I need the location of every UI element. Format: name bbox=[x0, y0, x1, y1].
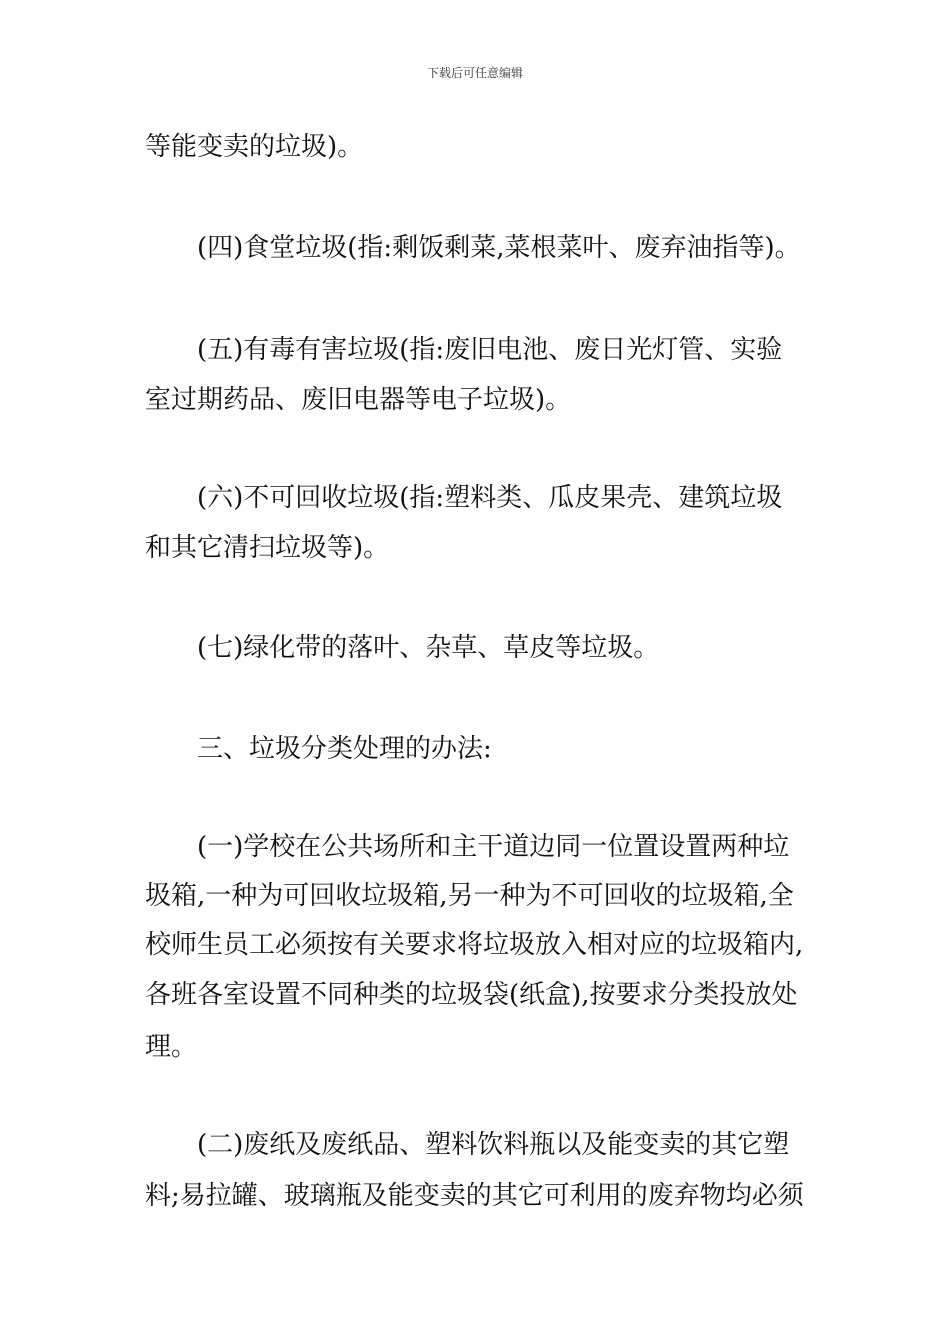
body-line: 校师生员工必须按有关要求将垃圾放入相对应的垃圾箱内, bbox=[145, 930, 804, 960]
body-line: (二)废纸及废纸品、塑料饮料瓶以及能变卖的其它塑 bbox=[197, 1130, 790, 1160]
body-line: 料;易拉罐、玻璃瓶及能变卖的其它可利用的废弃物均必须 bbox=[145, 1181, 804, 1211]
body-line: 各班各室设置不同种类的垃圾袋(纸盒),按要求分类投放处 bbox=[145, 980, 798, 1010]
body-line: 和其它清扫垃圾等)。 bbox=[145, 533, 390, 563]
body-line: 室过期药品、废旧电器等电子垃圾)。 bbox=[145, 385, 572, 415]
body-line: (七)绿化带的落叶、杂草、草皮等垃圾。 bbox=[197, 633, 660, 663]
body-line: 圾箱,一种为可回收垃圾箱,另一种为不可回收的垃圾箱,全 bbox=[145, 881, 794, 911]
page-header: 下载后可任意编辑 bbox=[426, 66, 523, 80]
body-line: (五)有毒有害垃圾(指:废旧电池、废日光灯管、实验 bbox=[197, 335, 783, 365]
body-line: (一)学校在公共场所和主干道边同一位置设置两种垃 bbox=[197, 832, 790, 862]
body-line: (四)食堂垃圾(指:剩饭剩菜,菜根菜叶、废弃油指等)。 bbox=[197, 233, 801, 263]
body-line: (六)不可回收垃圾(指:塑料类、瓜皮果壳、建筑垃圾 bbox=[197, 483, 783, 513]
body-line: 理。 bbox=[145, 1032, 198, 1062]
body-line: 等能变卖的垃圾)。 bbox=[145, 132, 364, 162]
section-heading: 三、垃圾分类处理的办法: bbox=[197, 734, 492, 764]
